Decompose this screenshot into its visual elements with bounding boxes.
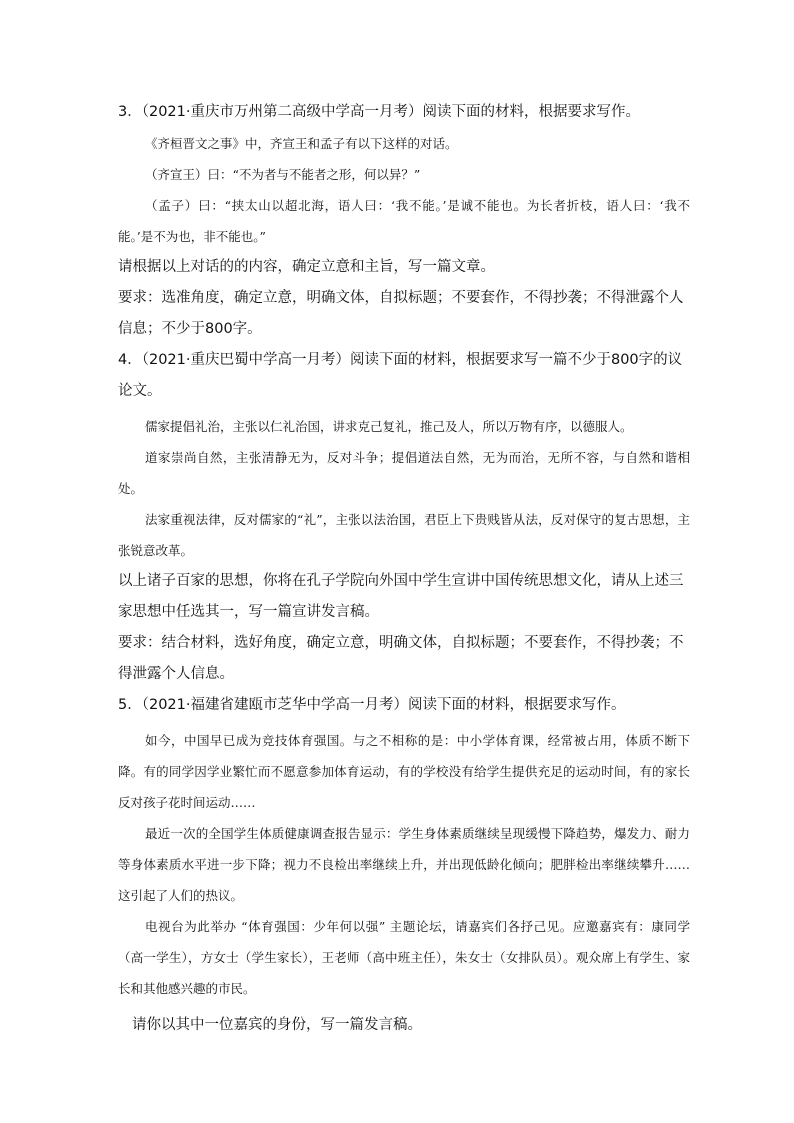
question-5 [118,690,690,1041]
question-5-material-3: 电视台为此举办 “体育强国：少年何以强” 主题论坛，请嘉宾们各抒己见。应邀嘉宾有：康同学（高一学生），方女士（学生家长），王老师（高中班主任），朱女士（女排队员）。观众席上有学生、家长和其他感兴趣的市民。 [118,919,690,996]
question-5-material-2: 最近一次的全国学生体质健康调查报告显示：学生身体素质继续呈现缓慢下降趋势，爆发力、耐力等身体素质水平进一步下降；视力不良检出率继续上升，并出现低龄化倾向；肥胖检出率继续攀升……这引起了人们的热议。 [118,826,690,903]
question-3-instruction: 请根据以上对话的的内容，确定立意和主旨，写一篇文章。 [118,259,495,275]
question-4-header: 4．（2021·重庆巴蜀中学高一月考）阅读下面的材料，根据要求写一篇不少于800字的议论文。 [118,352,683,399]
question-4-material-3: 法家重视法律，反对儒家的“礼”，主张以法治国，君臣上下贵贱皆从法，反对保守的复古思想，主张锐意改革。 [118,512,690,558]
question-4-material-2: 道家崇尚自然，主张清静无为，反对斗争；提倡道法自然，无为而治，无所不容，与自然和谐相处。 [118,450,690,496]
question-3 [118,97,690,345]
question-3-material-1: 《齐桓晋文之事》中，齐宣王和孟子有以下这样的对话。 [145,136,458,151]
question-3-material-2: （齐宣王）曰：“不为者与不能者之形，何以异？” [145,167,421,182]
question-4 [118,345,690,690]
question-4-material-1: 儒家提倡礼治，主张以仁礼治国，讲求克己复礼，推己及人，所以万物有序，以德服人。 [145,419,633,434]
question-5-material-1: 如今，中国早已成为竞技体育强国。与之不相称的是：中小学体育课，经常被占用，体质不断下降。有的同学因学业繁忙而不愿意参加体育运动，有的学校没有给学生提供充足的运动时间，有的家长反对孩子花时间运动…… [118,733,690,810]
question-5-header: 5．（2021·福建省建瓯市芝华中学高一月考）阅读下面的材料，根据要求写作。 [118,697,626,713]
question-4-instruction: 以上诸子百家的思想，你将在孔子学院向外国中学生宣讲中国传统思想文化，请从上述三家思想中任选其一，写一篇宣讲发言稿。 [118,573,684,620]
question-3-requirement: 要求：选准角度，确定立意，明确文体，自拟标题；不要套作，不得抄袭；不得泄露个人信息；不少于800字。 [118,290,684,337]
question-3-material-3: （孟子）曰：“挟太山以超北海，语人曰：‘我不能。’是诚不能也。为长者折枝，语人曰：‘我不能。’是不为也，非不能也。” [118,198,690,244]
question-5-instruction: 请你以其中一位嘉宾的身份，写一篇发言稿。 [132,1017,422,1033]
question-3-header: 3．（2021·重庆市万州第二高级中学高一月考）阅读下面的材料，根据要求写作。 [118,104,640,120]
question-4-requirement: 要求：结合材料，选好角度，确定立意，明确文体，自拟标题；不要套作，不得抄袭；不得泄露个人信息。 [118,635,684,682]
